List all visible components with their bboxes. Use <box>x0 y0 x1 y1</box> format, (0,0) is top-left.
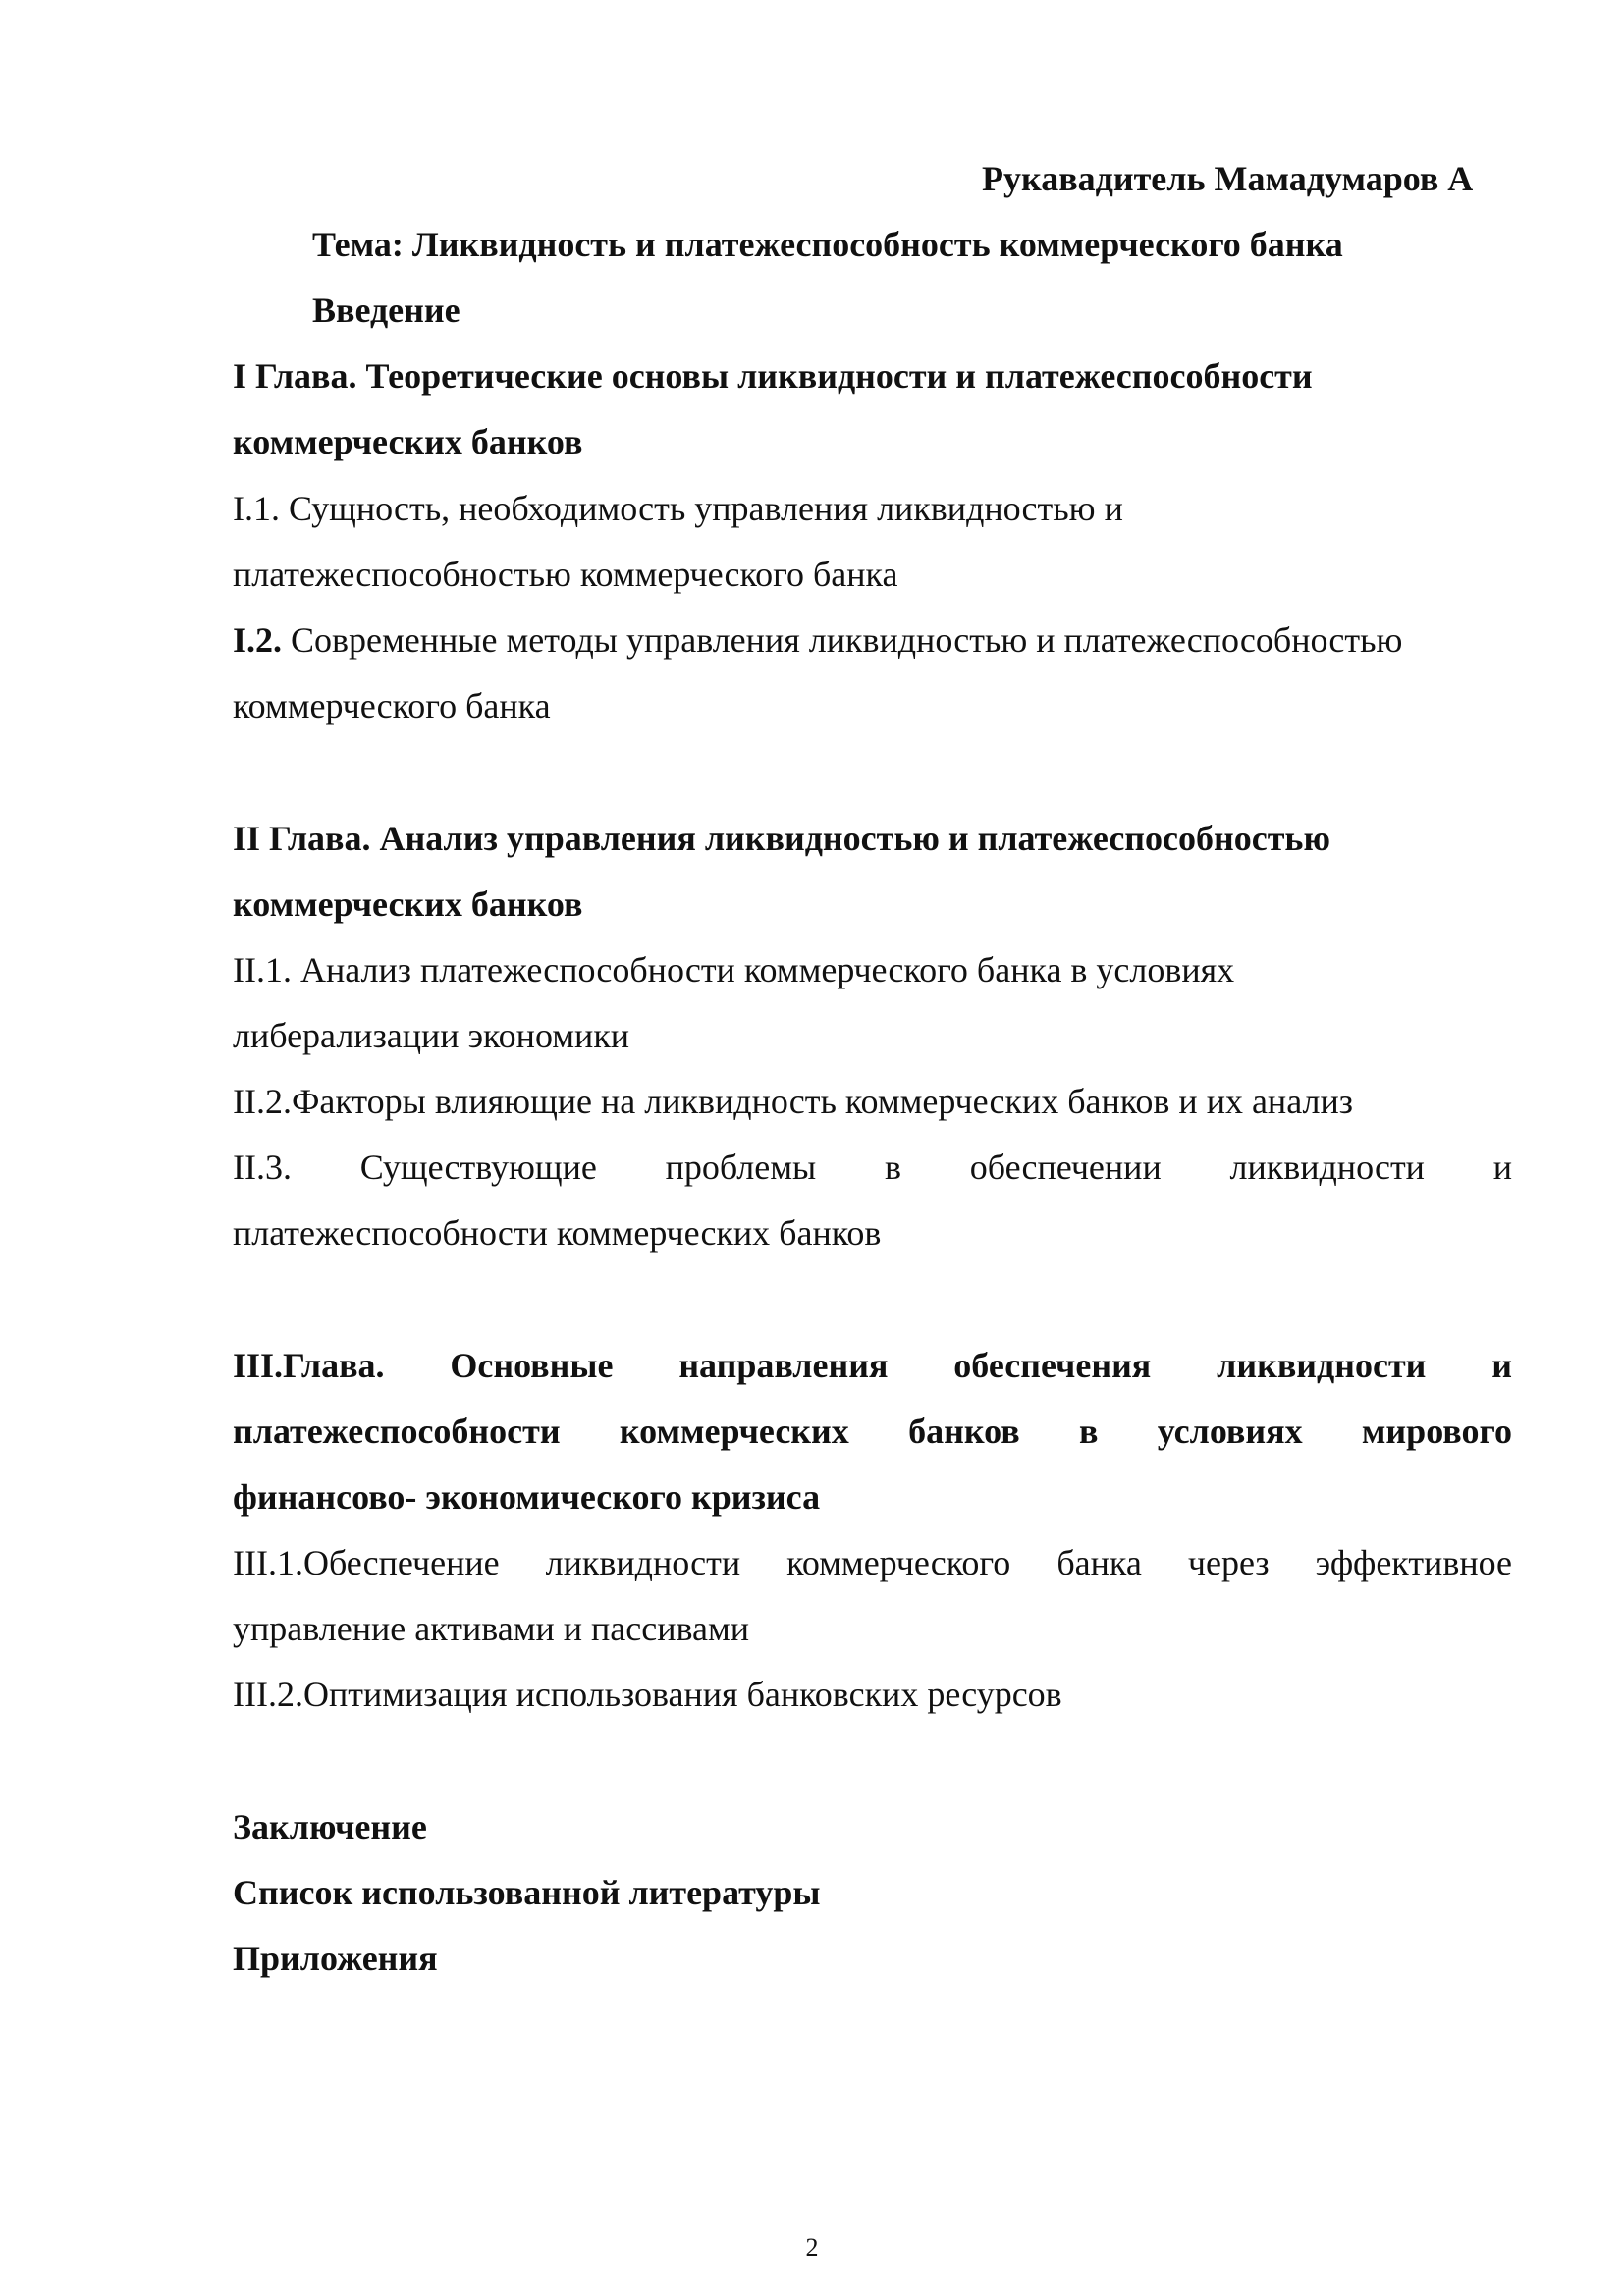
appendices-heading: Приложения <box>233 1939 438 1978</box>
justified-word: платежеспособности <box>233 1412 561 1451</box>
topic-line: Тема: Ликвидность и платежеспособность коммерческого банка <box>312 225 1343 264</box>
justified-word: банка <box>1056 1543 1142 1582</box>
justified-word: III.1.Обеспечение <box>233 1543 500 1582</box>
justified-word: коммерческих <box>619 1412 849 1451</box>
justified-word: в <box>885 1148 901 1187</box>
introduction-heading: Введение <box>312 291 460 330</box>
justified-word: в <box>1078 1412 1099 1451</box>
justified-word: ликвидности <box>1229 1148 1425 1187</box>
chapter2-section3-line2: платежеспособности коммерческих банков <box>233 1213 882 1253</box>
justified-word: обеспечении <box>969 1148 1162 1187</box>
chapter2-section2: II.2.Факторы влияющие на ликвидность коммерческих банков и их анализ <box>233 1082 1353 1121</box>
justified-word: II.3. <box>233 1148 292 1187</box>
chapter1-section2-number: I.2. <box>233 620 283 660</box>
justified-word: проблемы <box>665 1148 817 1187</box>
chapter3-section1-line2: управление активами и пассивами <box>233 1609 750 1648</box>
chapter3-title-line3: финансово- экономического кризиса <box>233 1477 821 1517</box>
justified-word: Существующие <box>359 1148 597 1187</box>
page-number: 2 <box>805 2233 819 2262</box>
chapter1-section1-line1: I.1. Сущность, необходимость управления ликвидностью и <box>233 489 1123 528</box>
justified-word: и <box>1492 1148 1512 1187</box>
chapter3-title-line2 <box>233 1410 1512 1453</box>
justified-word: обеспечения <box>953 1346 1152 1385</box>
chapter1-title-line2: коммерческих банков <box>233 422 583 461</box>
chapter2-title-line2: коммерческих банков <box>233 884 583 924</box>
justified-word: через <box>1187 1543 1270 1582</box>
chapter3-section2: III.2.Оптимизация использования банковских ресурсов <box>233 1675 1062 1714</box>
chapter2-title-line1: II Глава. Анализ управления ликвидностью и платежеспособностью <box>233 819 1330 858</box>
justified-word: условиях <box>1157 1412 1303 1451</box>
supervisor-line: Рукавадитель Мамадумаров А <box>982 159 1474 198</box>
chapter1-title-line1: I Глава. Теоретические основы ликвидности и платежеспособности <box>233 356 1313 396</box>
chapter1-section2-line2: коммерческого банка <box>233 686 551 725</box>
justified-word: ликвидности <box>1217 1346 1427 1385</box>
chapter3-section1-line1 <box>233 1541 1512 1584</box>
justified-word: мирового <box>1361 1412 1512 1451</box>
justified-word: Основные <box>450 1346 614 1385</box>
justified-word: коммерческого <box>786 1543 1011 1582</box>
justified-word: направления <box>678 1346 889 1385</box>
chapter1-section2-text: Современные методы управления ликвидностью и платежеспособностью <box>282 620 1403 660</box>
chapter1-section1-line2: платежеспособностью коммерческого банка <box>233 555 898 594</box>
chapter1-section2-line1 <box>233 618 1402 662</box>
justified-word: III.Глава. <box>233 1346 385 1385</box>
references-heading: Список использованной литературы <box>233 1873 821 1912</box>
chapter3-title-line1 <box>233 1344 1512 1387</box>
justified-word: банков <box>908 1412 1020 1451</box>
justified-word: ликвидности <box>545 1543 741 1582</box>
chapter2-section1-line2: либерализации экономики <box>233 1016 630 1055</box>
conclusion-heading: Заключение <box>233 1807 427 1846</box>
chapter2-section3-line1 <box>233 1146 1512 1189</box>
chapter2-section1-line1: II.1. Анализ платежеспособности коммерческого банка в условиях <box>233 950 1235 989</box>
justified-word: и <box>1491 1346 1512 1385</box>
justified-word: эффективное <box>1315 1543 1512 1582</box>
